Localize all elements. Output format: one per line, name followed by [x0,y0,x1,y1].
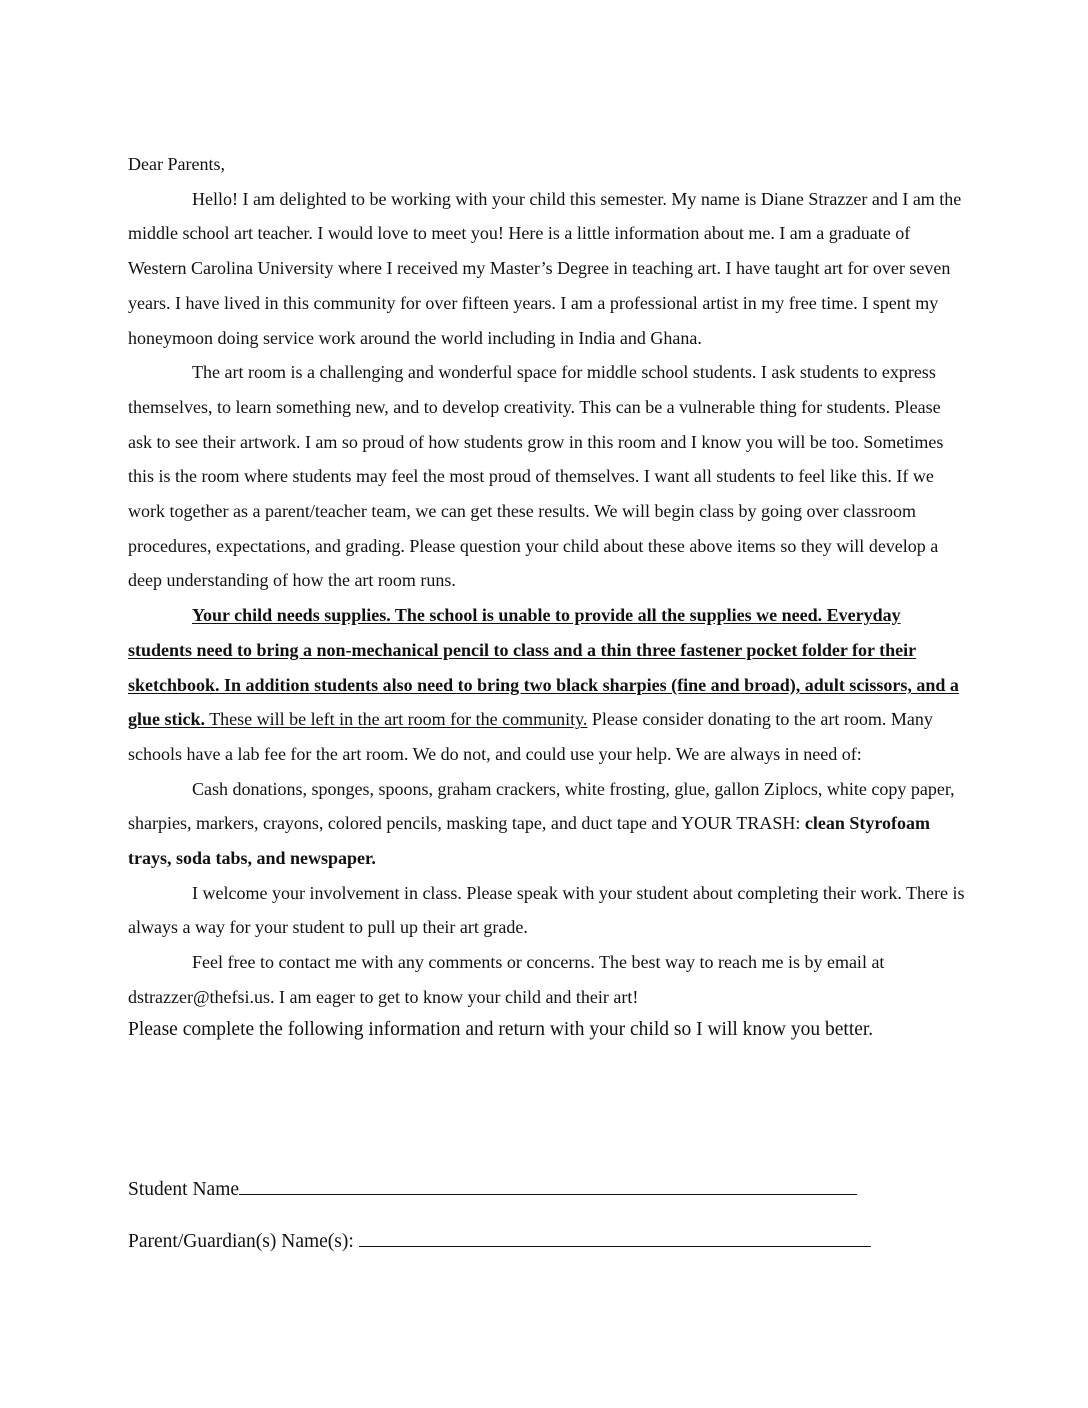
closing-instruction: Please complete the following information and return with your child so I will know you better. [128,1018,874,1040]
art-room-paragraph: The art room is a challenging and wonderful space for middle school students. I ask students to express themselves, to learn something new, and to develop creativity. This can be a vulnerable thing for students. Please ask to see their artwork. I am so proud of how students grow in this room and I know you will be too. Sometimes this is the room where students may feel the most proud of themselves. I want all students to feel like this. If we work together as a parent/teacher team, we can get these results. We will begin class by going over classroom procedures, expectations, and grading. Please question your child about these above items so they will develop a deep understanding of how the art room runs. [128,362,944,591]
supplies-paragraph [128,598,968,772]
intro-paragraph: Hello! I am delighted to be working with your child this semester. My name is Diane Strazzer and I am the middle school art teacher. I would love to meet you! Here is a little information about me. I am a graduate of Western Carolina University where I received my Master’s Degree in teaching art. I have taught art for over seven years. I have lived in this community for over fifteen years. I am a professional artist in my free time. I spent my honeymoon doing service work around the world including in India and Ghana. [128,188,962,348]
supplies-needed-text: Your child needs supplies. The school is unable to provide all the supplies we need. Everyday students need to bring a non-mechanical pencil to class and a thin three fastener pocket folder for their sketchbook. In addition students also need to bring two black sharpies (fine and broad), adult scissors, and a glue stick. [128,605,959,730]
donation-list-paragraph [128,772,968,876]
supplies-community-text: These will be left in the art room for the community. [205,709,588,730]
parent-name-row [128,1228,871,1255]
parent-name-line[interactable] [359,1228,871,1247]
greeting: Dear Parents, [128,154,225,174]
parent-name-label: Parent/Guardian(s) Name(s): [128,1231,359,1252]
donation-list-text: Cash donations, sponges, spoons, graham crackers, white frosting, glue, gallon Ziplocs, white copy paper, sharpies, markers, crayons, colored pencils, masking tape, and duct tape and YOUR TRASH: [128,778,955,834]
donation-request-text: Please consider donating to the art room. Many schools have a lab fee for the art room. We do not, and could use your help. We are always in need of: [128,709,933,764]
student-name-row [128,1176,857,1203]
student-name-label: Student Name [128,1179,240,1200]
involvement-paragraph: I welcome your involvement in class. Please speak with your student about completing their work. There is always a way for your student to pull up their art grade. [128,882,965,938]
letter-body [128,147,968,1043]
trash-items-text: clean Styrofoam trays, soda tabs, and newspaper. [128,813,930,869]
letter-text [128,147,968,1015]
contact-paragraph: Feel free to contact me with any comments or concerns. The best way to reach me is by email at dstrazzer@thefsi.us. I am eager to get to know your child and their art! [128,952,885,1007]
student-name-line[interactable] [239,1176,857,1195]
